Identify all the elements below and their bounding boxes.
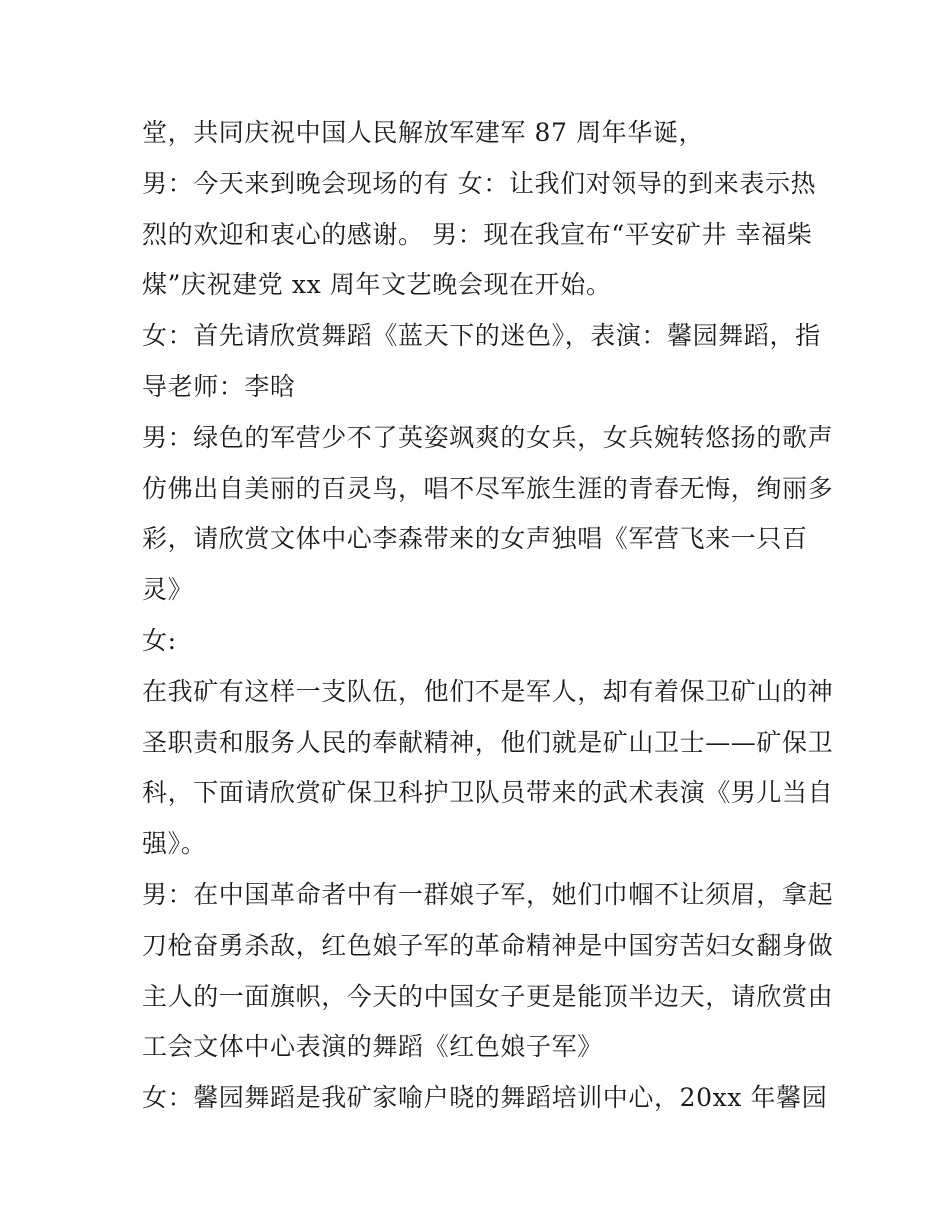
text-line: 女：馨园舞蹈是我矿家喻户晓的舞蹈培训中心，20xx 年馨园 [142, 1083, 828, 1113]
text-line: 仿佛出自美丽的百灵鸟，唱不尽军旅生涯的青春无悔，绚丽多 [142, 473, 834, 503]
text-line: 圣职责和服务人民的奉献精神，他们就是矿山卫士——矿保卫 [142, 727, 834, 757]
text-line: 灵》 [142, 575, 194, 605]
text-line: 男：今天来到晚会现场的有 女：让我们对领导的到来表示热 [142, 168, 817, 198]
text-line: 彩，请欣赏文体中心李森带来的女声独唱《军营飞来一只百 [142, 524, 808, 554]
text-line: 工会文体中心表演的舞蹈《红色娘子军》 [142, 1032, 603, 1062]
text-line: 男：在中国革命者中有一群娘子军，她们巾帼不让须眉，拿起 [142, 879, 834, 909]
text-line: 主人的一面旗帜，今天的中国女子更是能顶半边天，请欣赏由 [142, 981, 834, 1011]
text-line: 在我矿有这样一支队伍，他们不是军人，却有着保卫矿山的神 [142, 676, 834, 706]
text-line: 女：首先请欣赏舞蹈《蓝天下的迷色》，表演：馨园舞蹈，指 [142, 321, 821, 351]
text-line: 强》。 [142, 829, 207, 859]
text-line: 导老师：李晗 [142, 371, 296, 401]
text-line: 烈的欢迎和衷心的感谢。 男：现在我宣布“平安矿井 幸福柴 [142, 219, 813, 249]
text-line: 煤”庆祝建党 xx 周年文艺晚会现在开始。 [142, 270, 612, 300]
text-line: 刀枪奋勇杀敌，红色娘子军的革命精神是中国穷苦妇女翻身做 [142, 930, 834, 960]
text-line: 女: [142, 625, 177, 655]
text-line: 堂，共同庆祝中国人民解放军建军 87 周年华诞， [142, 118, 705, 147]
text-line: 男：绿色的军营少不了英姿飒爽的女兵，女兵婉转悠扬的歌声 [142, 422, 834, 452]
text-line: 科，下面请欣赏矿保卫科护卫队员带来的武术表演《男儿当自 [142, 778, 834, 808]
document-body [142, 108, 834, 1124]
